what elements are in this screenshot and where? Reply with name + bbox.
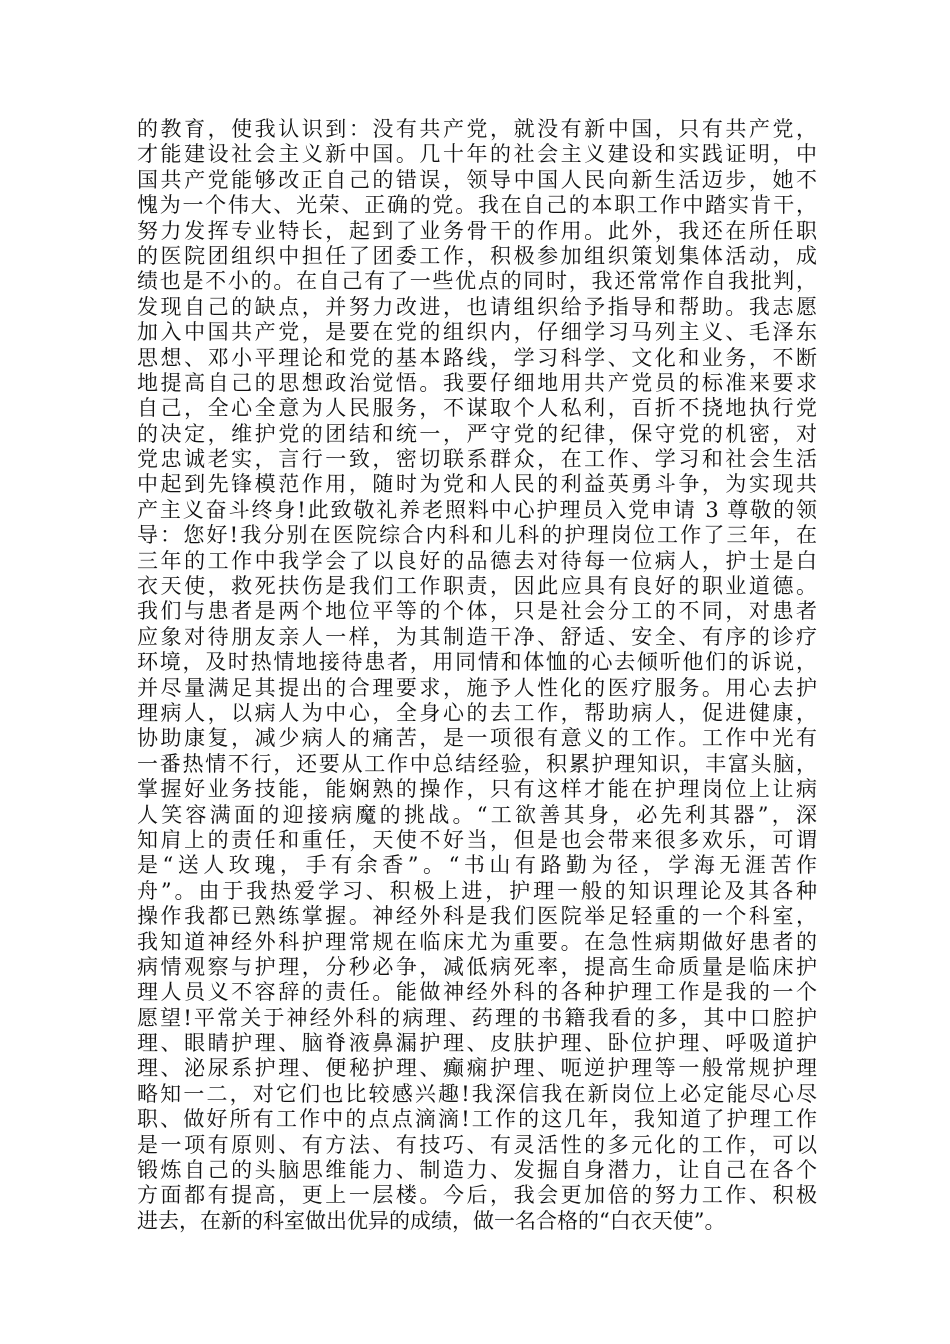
text-line: 愧为一个伟大、光荣、正确的党。我在自己的本职工作中踏实肯干， — [137, 193, 817, 218]
text-line: 理人员义不容辞的责任。能做神经外科的各种护理工作是我的一个 — [137, 980, 817, 1005]
text-line: 绩也是不小的。在自己有了一些优点的同时，我还常常作自我批判， — [137, 269, 817, 294]
text-line: 职、做好所有工作中的点点滴滴!工作的这几年，我知道了护理工作 — [137, 1107, 817, 1132]
text-line: 协助康复，减少病人的痛苦，是一项很有意义的工作。工作中光有 — [137, 726, 817, 751]
text-line: 的医院团组织中担任了团委工作，积极参加组织策划集体活动，成 — [137, 243, 817, 268]
text-line: 方面都有提高，更上一层楼。今后，我会更加倍的努力工作、积极 — [137, 1183, 817, 1208]
text-line: 愿望!平常关于神经外科的病理、药理的书籍我看的多，其中口腔护 — [137, 1005, 817, 1030]
text-line: 理病人，以病人为中心，全身心的去工作，帮助病人，促进健康， — [137, 700, 817, 725]
text-line: 地提高自己的思想政治觉悟。我要仔细地用共产党员的标准来要求 — [137, 370, 817, 395]
text-line: 思想、邓小平理论和党的基本路线，学习科学、文化和业务，不断 — [137, 345, 817, 370]
text-line: 进去，在新的科室做出优异的成绩，做一名合格的“白衣天使”。 — [137, 1208, 726, 1233]
text-line: 掌握好业务技能，能娴熟的操作，只有这样才能在护理岗位上让病 — [137, 777, 817, 802]
text-line: 理、泌尿系护理、便秘护理、癫痫护理、呃逆护理等一般常规护理 — [137, 1056, 817, 1081]
text-line: 操作我都已熟练掌握。神经外科是我们医院举足轻重的一个科室， — [137, 904, 817, 929]
text-line: 导：您好!我分别在医院综合内科和儿科的护理岗位工作了三年，在 — [137, 523, 817, 548]
text-line: 加入中国共产党，是要在党的组织内，仔细学习马列主义、毛泽东 — [137, 320, 817, 345]
text-line: 党忠诚老实，言行一致，密切联系群众，在工作、学习和社会生活 — [137, 447, 817, 472]
text-line: 舟”。由于我热爱学习、积极上进，护理一般的知识理论及其各种 — [137, 878, 817, 903]
text-line: 的决定，维护党的团结和统一，严守党的纪律，保守党的机密，对 — [137, 421, 817, 446]
text-line: 我们与患者是两个地位平等的个体，只是社会分工的不同，对患者 — [137, 599, 817, 624]
body-text — [137, 117, 817, 1234]
text-line: 环境，及时热情地接待患者，用同情和体恤的心去倾听他们的诉说， — [137, 650, 817, 675]
text-line: 产主义奋斗终身!此致敬礼养老照料中心护理员入党申请 3 尊敬的领 — [137, 497, 817, 522]
text-line: 发现自己的缺点，并努力改进，也请组织给予指导和帮助。我志愿 — [137, 294, 817, 319]
text-line: 衣天使，救死扶伤是我们工作职责，因此应具有良好的职业道德。 — [137, 574, 817, 599]
text-line: 三年的工作中我学会了以良好的品德去对待每一位病人，护士是白 — [137, 548, 817, 573]
text-line: 病情观察与护理，分秒必争，减低病死率，提高生命质量是临床护 — [137, 954, 817, 979]
text-line: 的教育，使我认识到：没有共产党，就没有新中国，只有共产党， — [137, 117, 817, 141]
text-line: 并尽量满足其提出的合理要求，施予人性化的医疗服务。用心去护 — [137, 675, 817, 700]
text-line: 锻炼自己的头脑思维能力、制造力、发掘自身潜力，让自己在各个 — [137, 1158, 817, 1183]
text-line: 知肩上的责任和重任，天使不好当，但是也会带来很多欢乐，可谓 — [137, 827, 817, 852]
text-line: 理、眼睛护理、脑脊液鼻漏护理、皮肤护理、卧位护理、呼吸道护 — [137, 1031, 817, 1056]
text-line: 应象对待朋友亲人一样，为其制造干净、舒适、安全、有序的诊疗 — [137, 624, 817, 649]
text-line: 才能建设社会主义新中国。几十年的社会主义建设和实践证明，中 — [137, 142, 817, 167]
text-line: 略知一二，对它们也比较感兴趣!我深信我在新岗位上必定能尽心尽 — [137, 1081, 817, 1106]
text-line: 人笑容满面的迎接病魔的挑战。“工欲善其身，必先利其器”，深 — [137, 802, 817, 827]
text-line: 一番热情不行，还要从工作中总结经验，积累护理知识，丰富头脑， — [137, 751, 817, 776]
text-line: 努力发挥专业特长，起到了业务骨干的作用。此外，我还在所任职 — [137, 218, 817, 243]
text-line: 是一项有原则、有方法、有技巧、有灵活性的多元化的工作，可以 — [137, 1132, 817, 1157]
text-line: 国共产党能够改正自己的错误，领导中国人民向新生活迈步，她不 — [137, 167, 817, 192]
text-line: 中起到先锋模范作用，随时为党和人民的利益英勇斗争，为实现共 — [137, 472, 817, 497]
text-line: 自己，全心全意为人民服务，不谋取个人私利，百折不挠地执行党 — [137, 396, 817, 421]
text-line: 我知道神经外科护理常规在临床尤为重要。在急性病期做好患者的 — [137, 929, 817, 954]
text-line: 是“送人玫瑰，手有余香”。“书山有路勤为径，学海无涯苦作 — [137, 853, 817, 878]
